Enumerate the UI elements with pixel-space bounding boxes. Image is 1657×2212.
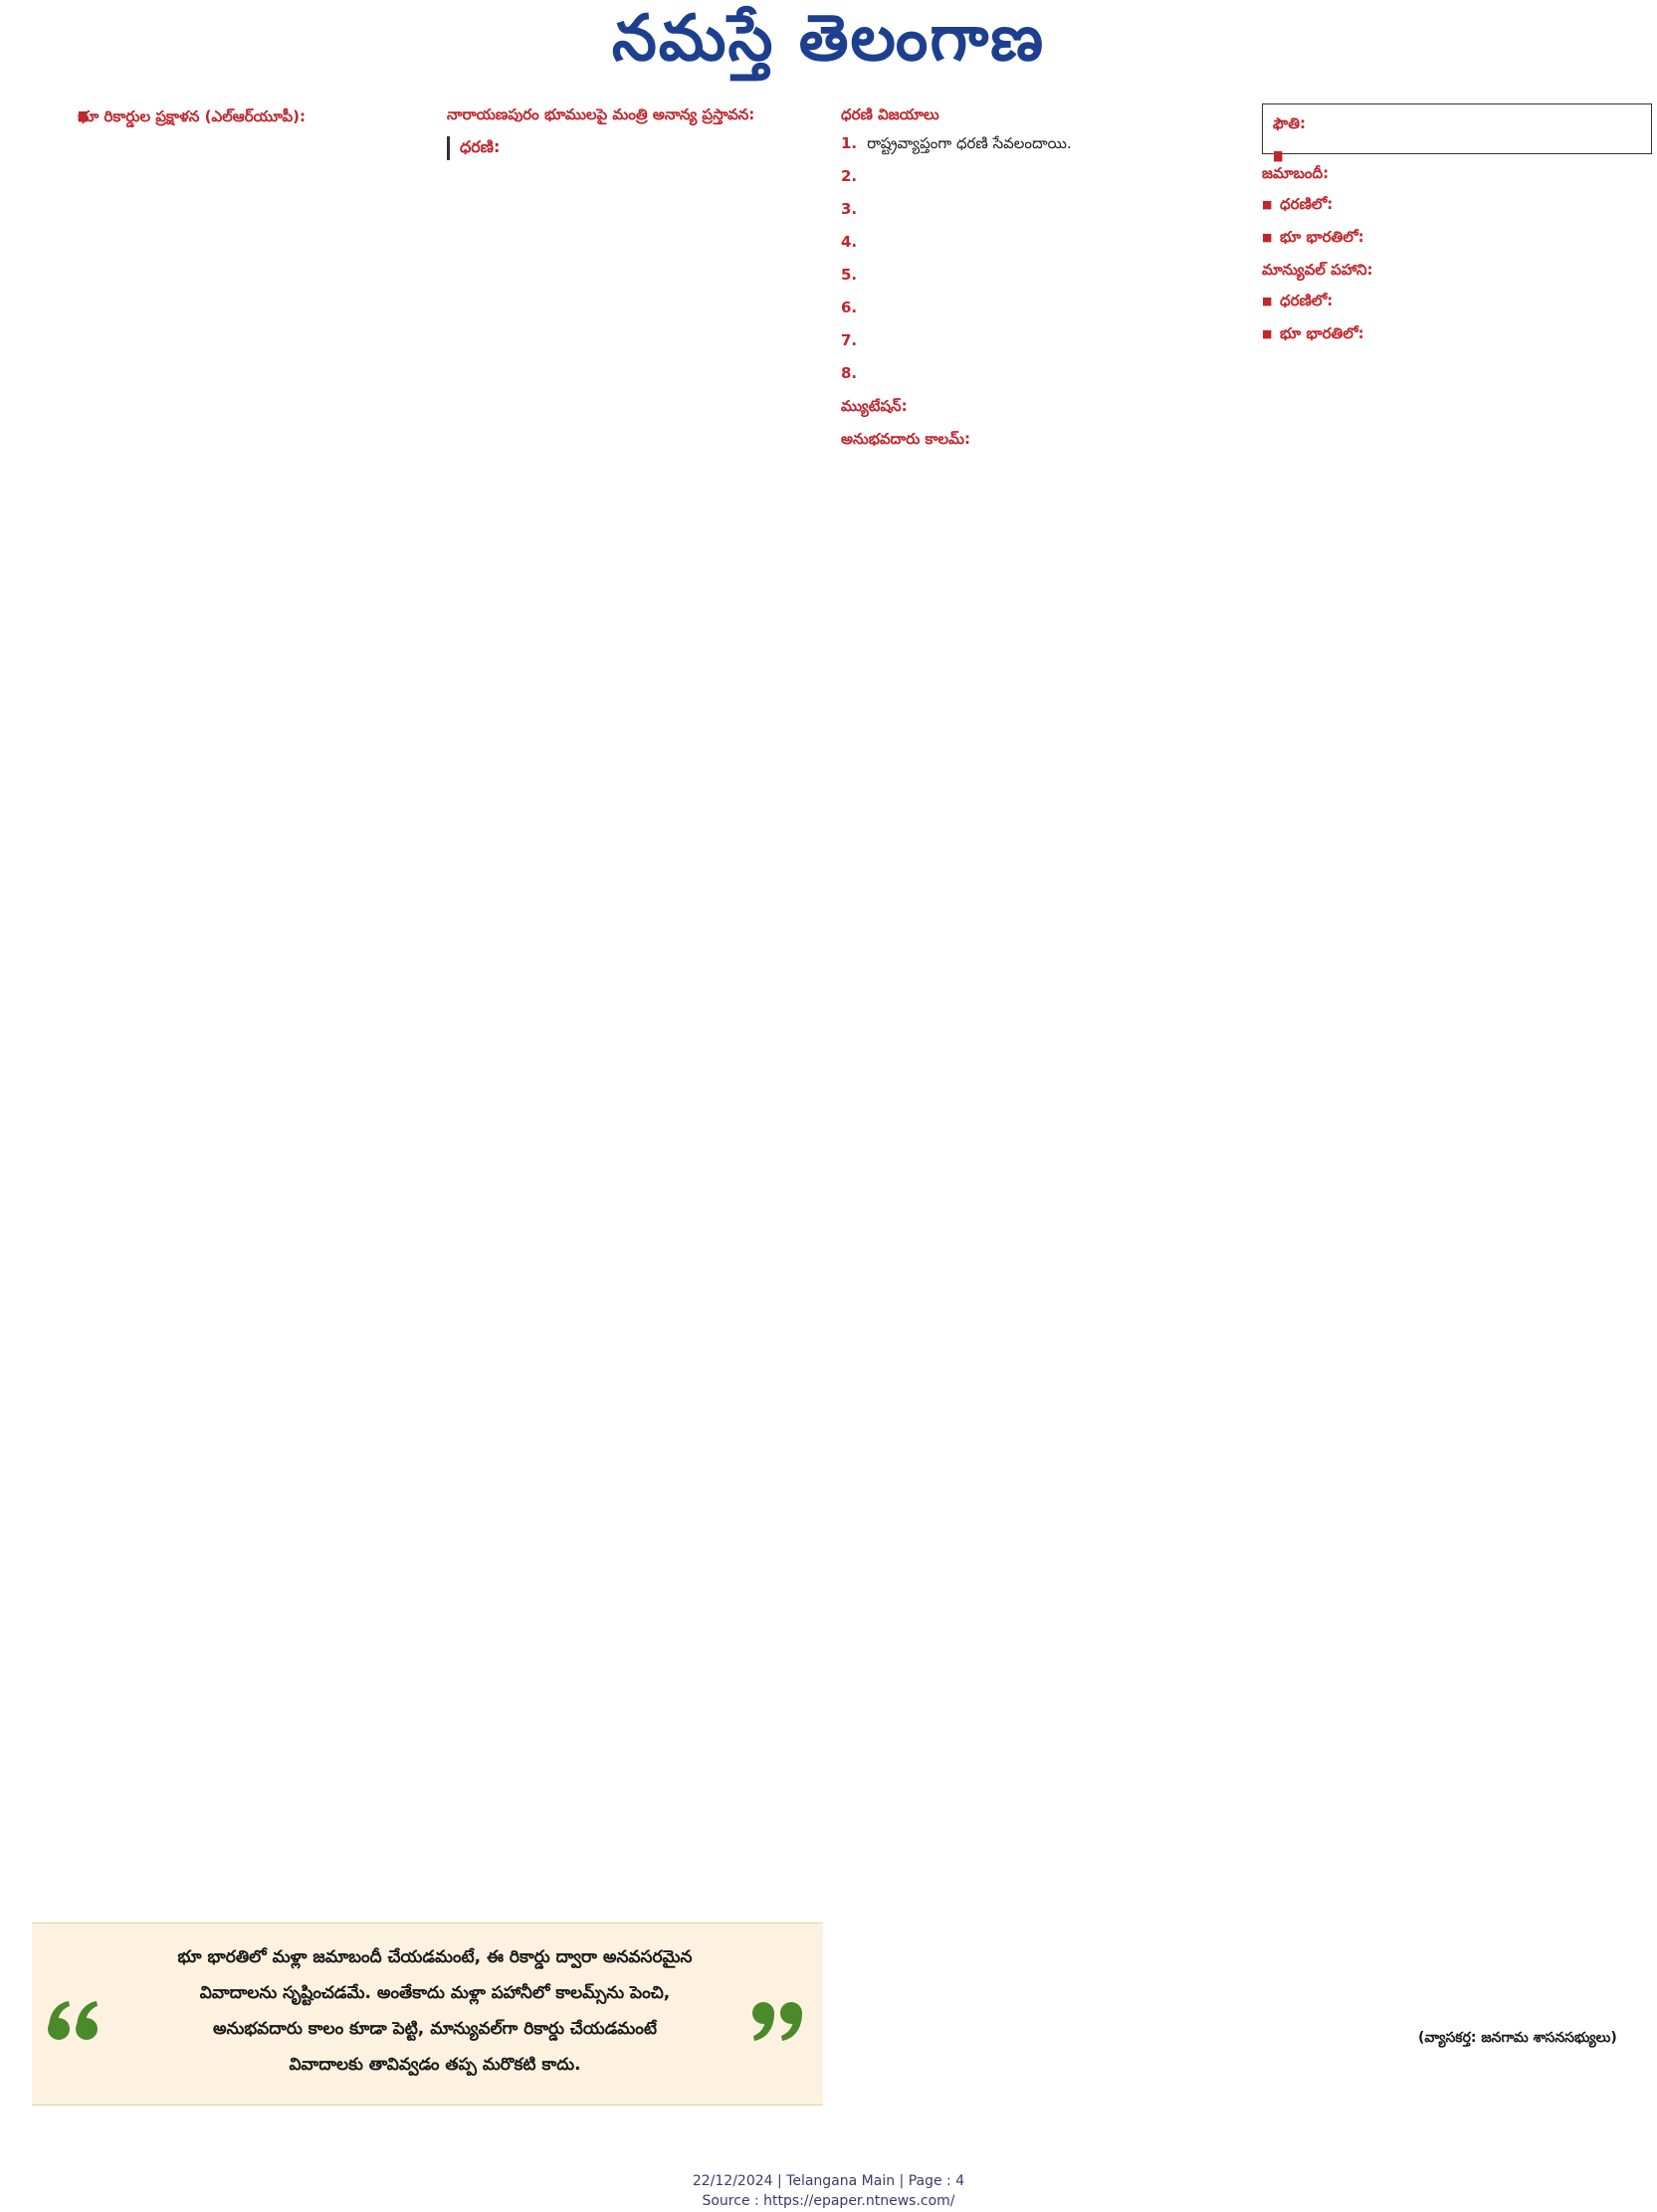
column-4: [1262, 96, 1652, 2046]
item-text: రాష్ట్రవ్యాప్తంగా ధరణి సేవలందాయి.: [867, 134, 1072, 152]
masthead-title: నమస్తే తెలంగాణ: [611, 2, 1046, 76]
pull-quote-line-4: వివాదాలకు తావివ్వడం తప్ప మరొకటి కాదు.: [289, 2055, 581, 2075]
jamabandi-lead: జమాబందీ:: [1262, 164, 1330, 182]
bullet-c-lead: ధరణిలో:: [1280, 195, 1334, 213]
column-3-item-1: [841, 132, 1231, 155]
page-footer: [0, 2171, 1657, 2211]
column-3-subheading: ధరణి విజయాలు: [841, 105, 939, 123]
column-4-boxed: [1262, 103, 1652, 154]
mutation-lead: మ్యుటేషన్:: [841, 397, 908, 415]
column-4-phouti: [1273, 112, 1641, 135]
column-4-manual: [1262, 259, 1652, 282]
column-4-jamabandi: [1262, 162, 1652, 185]
manual-lead: మాన్యువల్ పహాని:: [1262, 261, 1373, 279]
phouti-lead: ఫౌతి:: [1273, 114, 1306, 132]
item-number: 4.: [841, 233, 858, 251]
column-1: [78, 96, 425, 2046]
column-2-highlight-box: [447, 136, 817, 160]
column-3-item-2: [841, 165, 1231, 188]
item-number: 8.: [841, 364, 858, 382]
column-3-item-7: [841, 329, 1231, 352]
bullet-e-lead: ధరణిలో:: [1280, 292, 1334, 309]
item-number: 7.: [841, 331, 858, 349]
article-columns: [78, 96, 1652, 2046]
item-number: 3.: [841, 200, 858, 218]
bullet-f-lead: భూ భారతిలో:: [1280, 324, 1364, 342]
pull-quote-box: [32, 1922, 823, 2106]
masthead: [0, 0, 1657, 78]
pull-quote-line-1: భూ భారతిలో మళ్లా జమాబందీ చేయడమంటే, ఈ రికార్డు ద్వారా అనవసరమైన: [177, 1947, 693, 1967]
column-2-box-lead: ధరణి:: [460, 137, 501, 156]
column-1-heading: భూ రికార్డుల ప్రక్షాళన (ఎల్‌ఆర్‌యూపీ):: [78, 107, 306, 125]
column-2: [447, 96, 817, 2046]
anubhava-lead: అనుభవదారు కాలమ్:: [841, 430, 971, 448]
pull-quote-line-2: వివాదాలను సృష్టించడమే. అంతేకాదు మళ్లా పహానీలో కాలమ్స్‌ను పెంచి,: [199, 1983, 671, 2003]
column-3: [841, 96, 1231, 2046]
quote-right-icon: [748, 1998, 804, 2044]
item-number: 1.: [841, 134, 858, 152]
column-4-bullet-d: [1262, 226, 1652, 249]
column-2-subheading: నారాయణపురం భూములపై మంత్రి అనాన్య ప్రస్తావన:: [447, 105, 755, 123]
column-4-bullet-e: [1262, 290, 1652, 312]
column-3-item-5: [841, 264, 1231, 287]
footer-edition: 22/12/2024 | Telangana Main | Page : 4: [692, 2173, 965, 2189]
item-number: 5.: [841, 266, 858, 284]
column-3-item-6: [841, 297, 1231, 319]
column-3-item-4: [841, 231, 1231, 254]
column-3-mutation: [841, 395, 1231, 418]
quote-left-icon: [46, 1998, 102, 2044]
item-number: 2.: [841, 167, 858, 185]
column-3-item-8: [841, 362, 1231, 385]
column-4-bullet-c: [1262, 193, 1652, 216]
pull-quote-text: [141, 1939, 728, 2083]
author-byline: (వ్యాసకర్త: జనగామ శాసనసభ్యులు): [1418, 2030, 1617, 2046]
item-number: 6.: [841, 299, 858, 316]
footer-source: Source : https://epaper.ntnews.com/: [702, 2193, 955, 2209]
column-3-item-3: [841, 198, 1231, 221]
pull-quote-line-3: అనుభవదారు కాలం కూడా పెట్టి, మాన్యువల్‌గా రికార్డు చేయడమంటే: [212, 2019, 658, 2039]
column-3-anubhava: [841, 428, 1231, 451]
bullet-d-lead: భూ భారతిలో:: [1280, 228, 1364, 246]
column-4-bullet-f: [1262, 322, 1652, 345]
